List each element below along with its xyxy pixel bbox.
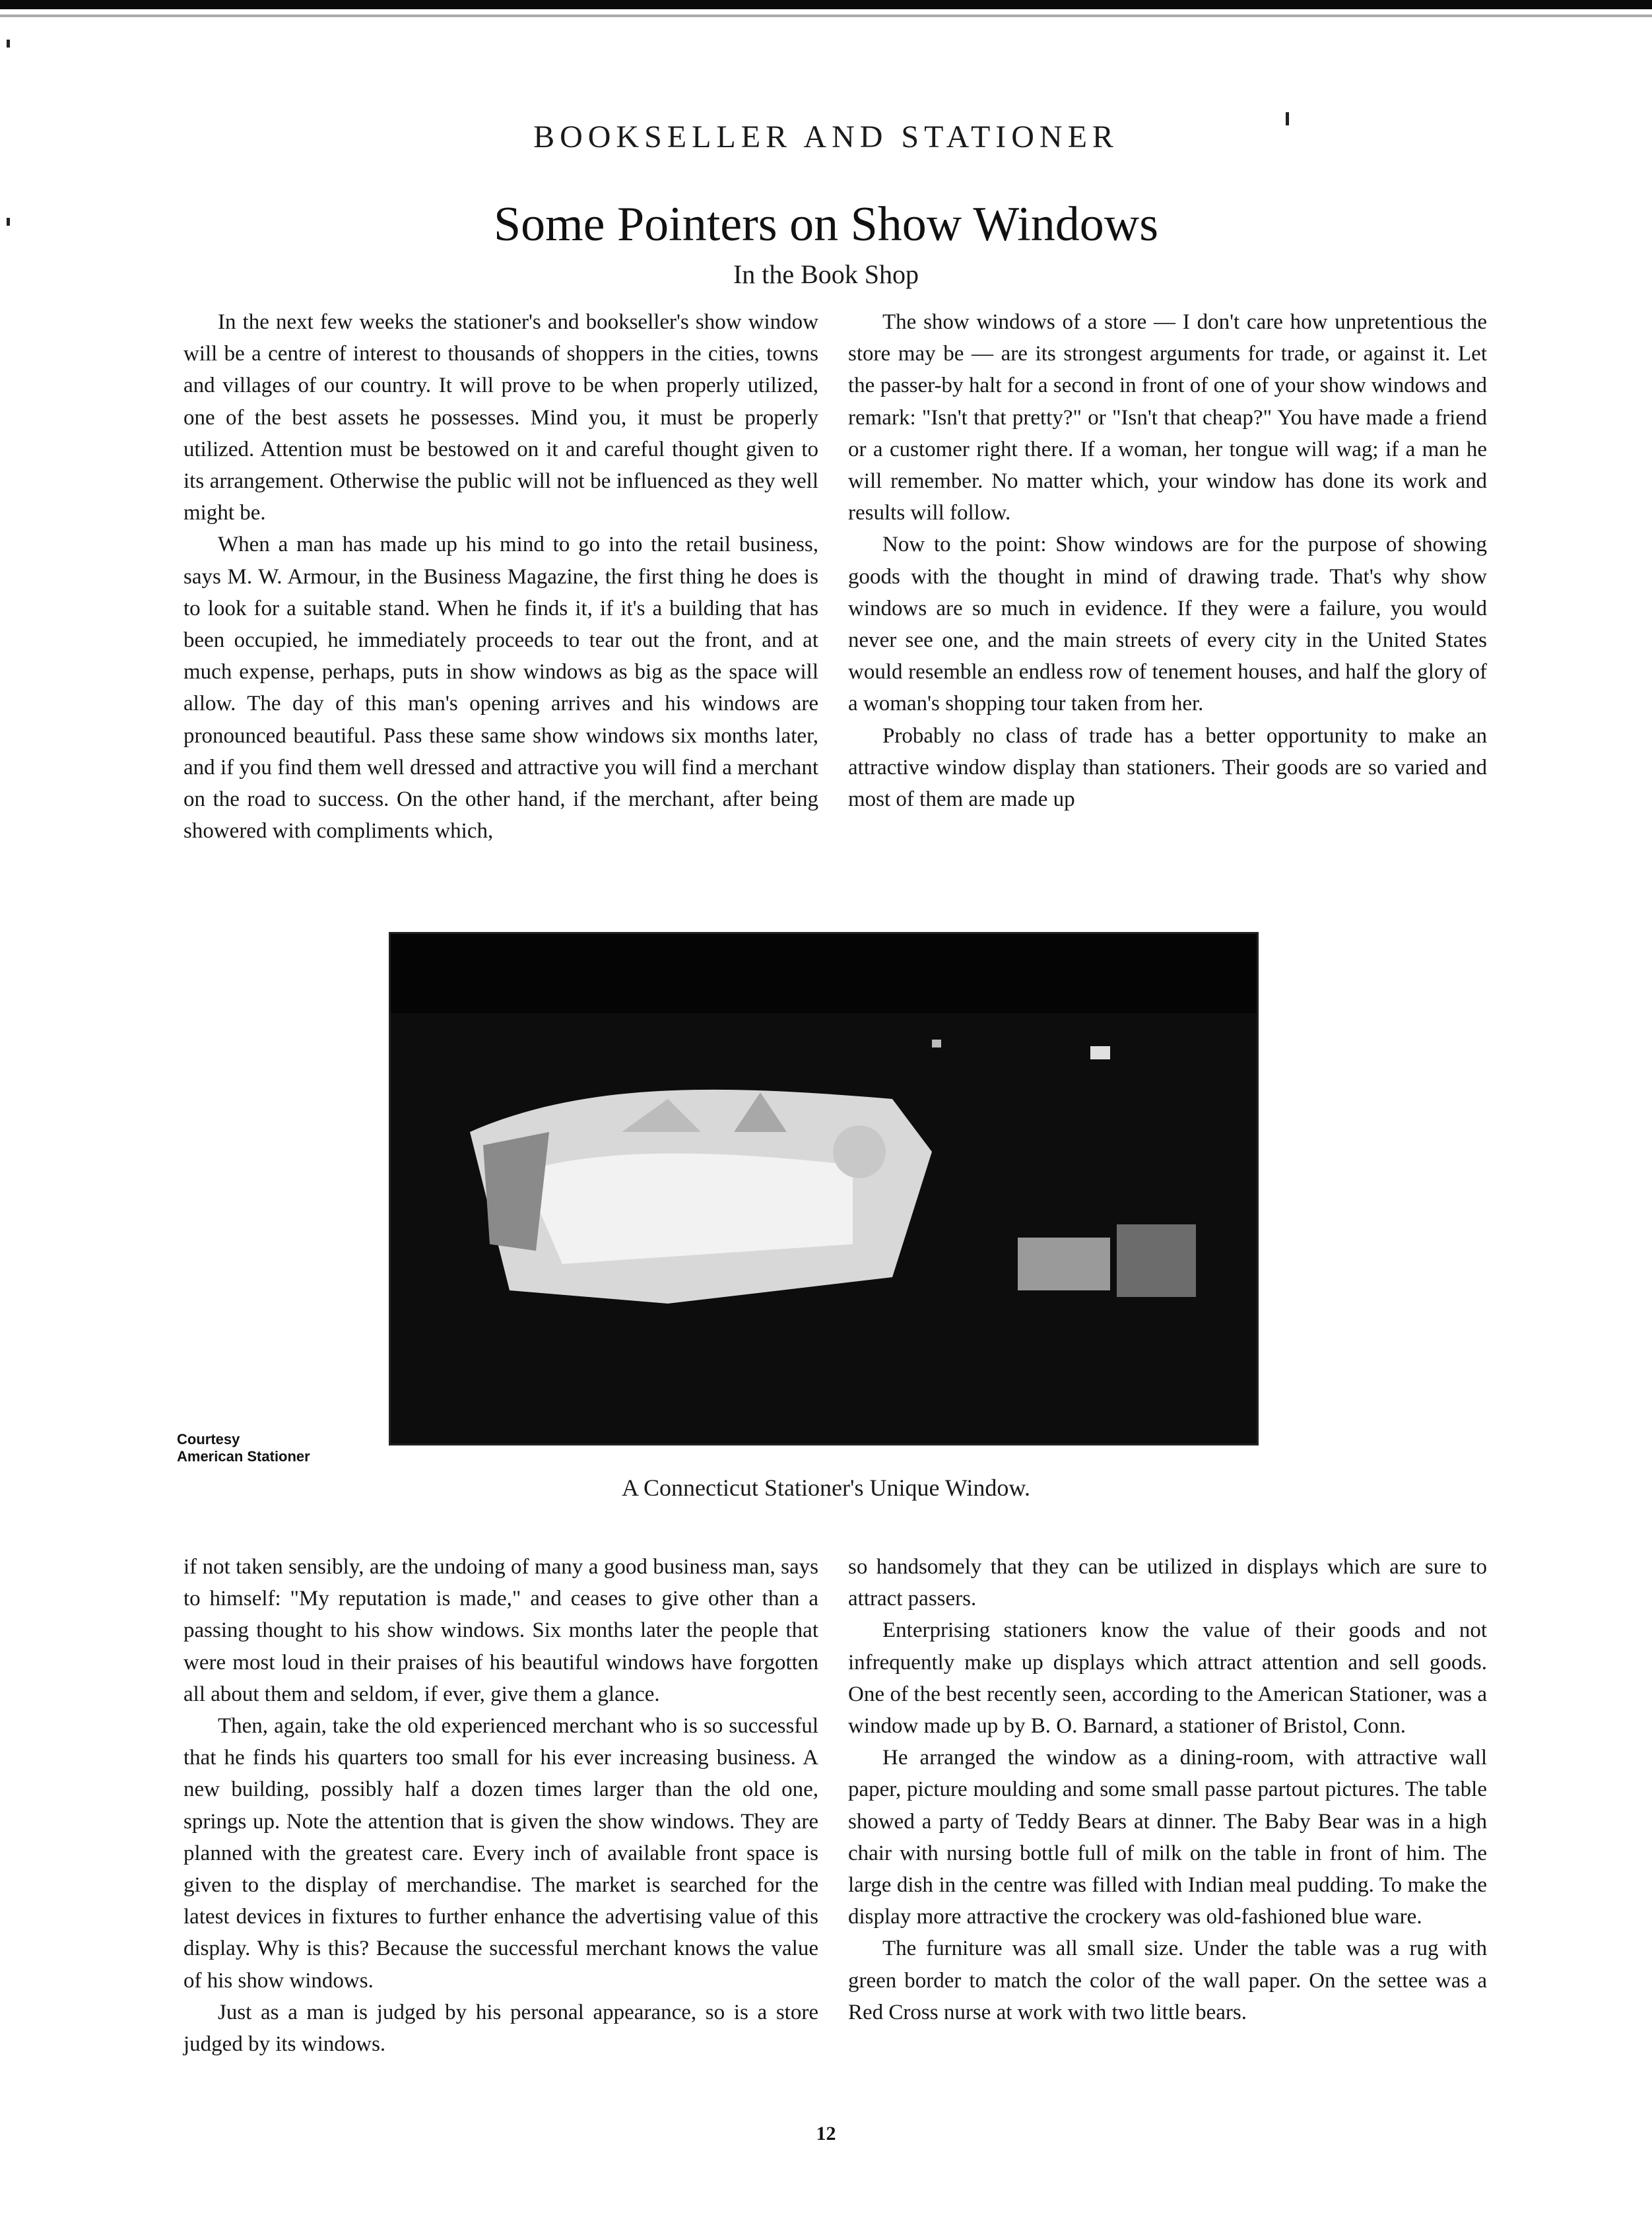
photo-image <box>391 934 1257 1444</box>
paragraph: He arranged the window as a dining-room, with attractive wall paper, picture moulding and some small passe partout pictures. The table showed a party of Teddy Bears at dinner. The Baby Bear was in a high chair with nursing bottle full of milk on the table in front of him. The large dish in the centre was filled with Indian meal pudding. To make the display more attractive the crockery was old-fashioned blue ware. <box>848 1746 1487 1929</box>
paragraph: When a man has made up his mind to go into the retail business, says M. W. Armour, in the Business Magazine, the first thing he does is to look for a suitable stand. When he finds it, if it's a building that has been occupied, he immediately proceeds to tear out the front, and at much expense, perhaps, puts in show windows as big as the space will allow. The day of this man's opening arrives and his windows are pronounced beautiful. Pass these same show windows six months later, and if you find them well dressed and attractive you will find a merchant on the road to success. On the other hand, if the merchant, after being showered with compliments which, <box>183 533 818 844</box>
paragraph: Now to the point: Show windows are for the purpose of showing goods with the thought in mind of drawing trade. That's why show windows are so much in evidence. If they were a failure, you would never see one, and the main streets of every city in the United States would resemble an endless row of tenement houses, and half the glory of a woman's shopping tour taken from her. <box>848 533 1487 716</box>
paragraph: Just as a man is judged by his personal appearance, so is a store judged by its windows. <box>183 2000 818 2057</box>
paragraph: The furniture was all small size. Under the table was a rug with green border to match the color of the wall paper. On the settee was a Red Cross nurse at work with two little bears. <box>848 1937 1487 2024</box>
article-subtitle: In the Book Shop <box>733 259 919 289</box>
page-number: 12 <box>816 2123 836 2144</box>
paragraph: Probably no class of trade has a better opportunity to make an attractive window display than stationers. Their goods are so varied and most of them are made up <box>848 723 1487 812</box>
article-title: Some Pointers on Show Windows <box>493 197 1159 251</box>
scan-edge-mark <box>7 40 10 48</box>
running-head: BOOKSELLER AND STATIONER <box>533 119 1119 154</box>
photo-credit <box>177 1431 310 1465</box>
photo-caption: A Connecticut Stationer's Unique Window. <box>622 1475 1030 1501</box>
photo-credit-line: American Stationer <box>177 1448 310 1465</box>
text-column-3 <box>183 1551 818 2060</box>
text-column-1 <box>183 306 818 847</box>
paragraph: Then, again, take the old experienced merchant who is so successful that he finds his quarters too small for his ever increasing business. A new building, possibly half a dozen times larger than the old one, springs up. Note the attention that is given the show windows. They are planned with the greatest care. Every inch of available front space is given to the display of merchandise. The market is searched for the latest devices in fixtures to further enhance the advertising value of this display. Why is this? Because the successful merchant knows the value of his show windows. <box>183 1714 818 1993</box>
paragraph: In the next few weeks the stationer's and bookseller's show window will be a centre of interest to thousands of shoppers in the cities, towns and villages of our country. It will prove to be when properly utilized, one of the best assets he possesses. Mind you, it must be properly utilized. Attention must be bestowed on it and careful thought given to its arrangement. Otherwise the public will not be influenced as they well might be. <box>183 310 818 525</box>
paragraph: The show windows of a store — I don't care how unpretentious the store may be — are its strongest arguments for trade, or against it. Let the passer-by halt for a second in front of one of your show windows and remark: "Isn't that pretty?" or "Isn't that cheap?" You have made a friend or a customer right there. If a woman, her tongue will wag; if a man he will remember. No matter which, your window has done its work and results will follow. <box>848 310 1487 525</box>
text-column-2 <box>848 306 1487 815</box>
photo-credit-line: Courtesy <box>177 1431 240 1447</box>
paragraph: if not taken sensibly, are the undoing of many a good business man, says to himself: "My reputation is made," and ceases to give other than a passing thought to his show windows. Six months later the people that were most loud in their praises of his beautiful windows have forgotten all about them and seldom, if ever, give them a glance. <box>183 1555 818 1706</box>
paragraph: Enterprising stationers know the value of their goods and not infrequently make up displays which attract attention and sell goods. One of the best recently seen, according to the American Stationer, was a window made up by B. O. Barnard, a stationer of Bristol, Conn. <box>848 1618 1487 1739</box>
paragraph: so handsomely that they can be utilized in displays which are sure to attract passers. <box>848 1555 1487 1611</box>
scan-top-border <box>0 0 1652 9</box>
text-column-4 <box>848 1551 1487 2028</box>
scan-top-border-shadow <box>0 15 1652 17</box>
window-display-photo <box>389 932 1259 1445</box>
